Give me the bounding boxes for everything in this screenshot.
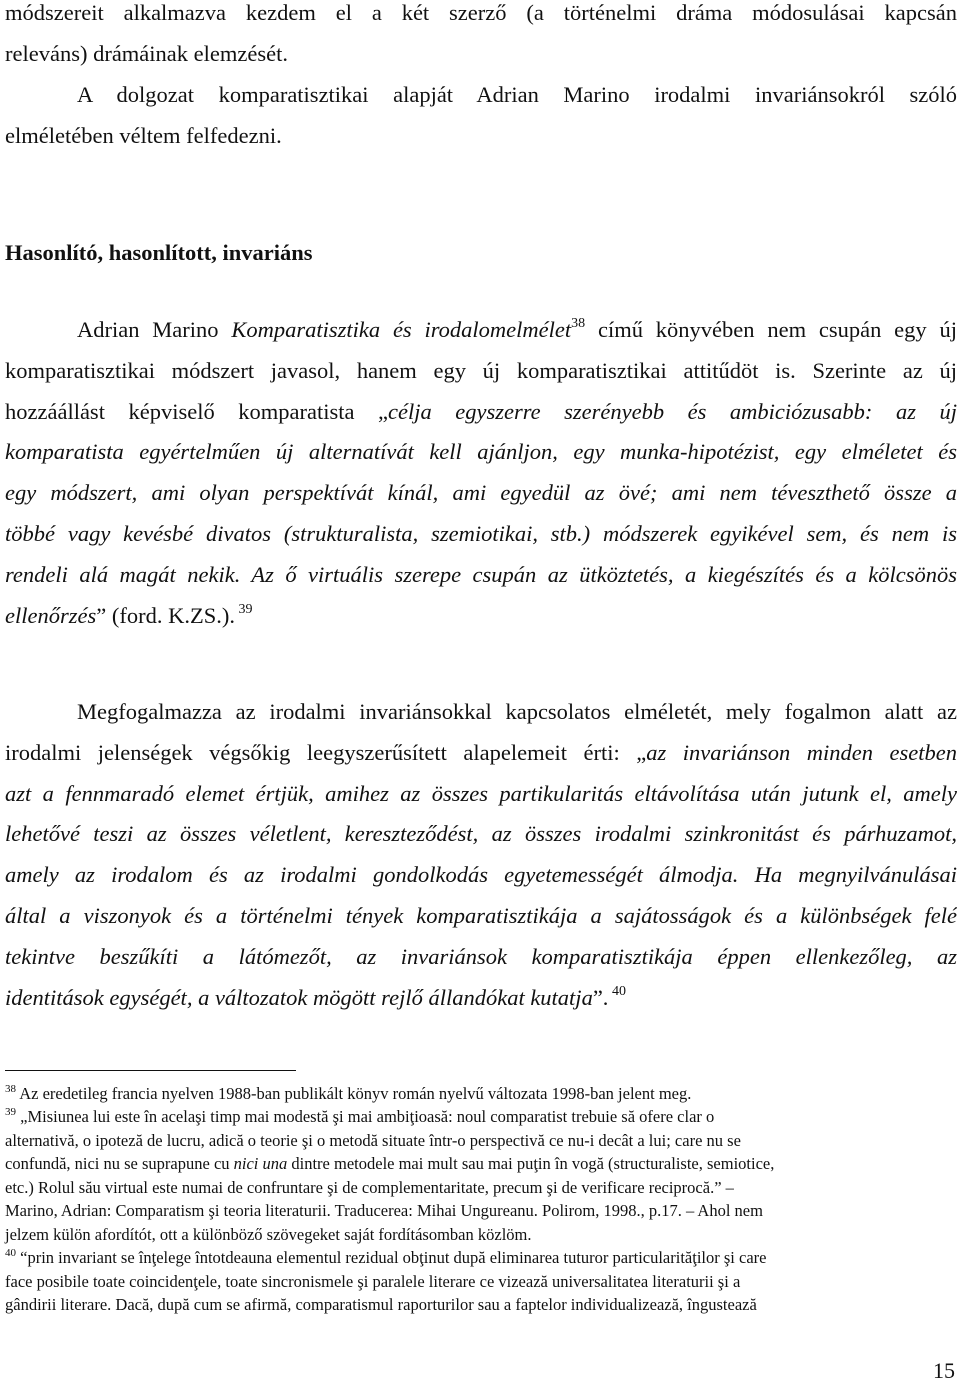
footnote-38 xyxy=(5,1082,955,1106)
footnote-number: 38 xyxy=(5,1083,16,1095)
text-line xyxy=(5,473,957,514)
quote-run: ellenőrzés xyxy=(5,602,97,628)
text-line xyxy=(5,978,957,1019)
quote-run: lehetővé teszi az összes véletlent, kereszteződést, az összes irodalmi szinkronitást és párhuzamot, xyxy=(5,821,957,847)
footnote-line: jelzem külön afordítót, ott a különböző szövegeket saját fordításomban közlöm. xyxy=(5,1224,532,1244)
footnote-line xyxy=(5,1105,955,1129)
footnote-text: dintre metodele mai mult sau mai puţin în vogă (structuraliste, semiotice, xyxy=(287,1154,775,1173)
text-line xyxy=(5,814,957,855)
text-run: Adrian Marino xyxy=(77,317,232,342)
quote-run: komparatista egyértelműen új alternatívát kell ajánljon, egy munka-hipotézist, egy elméletet és xyxy=(5,439,957,465)
book-title: Komparatisztika és irodalomelmélet xyxy=(231,317,572,342)
footnote-separator xyxy=(5,1070,296,1071)
footnote-40 xyxy=(5,1246,955,1317)
footnote-ref: 39 xyxy=(234,601,253,617)
text-line xyxy=(5,310,957,351)
footnote-line xyxy=(5,1152,955,1176)
text-line: módszereit alkalmazva kezdem el a két szerző (a történelmi dráma módosulásai kapcsán xyxy=(5,0,957,25)
text-line xyxy=(5,432,957,473)
text-line xyxy=(5,733,957,774)
footnote-line xyxy=(5,1082,955,1106)
footnote-number: 40 xyxy=(5,1247,16,1259)
text-line xyxy=(5,555,957,596)
text-line xyxy=(5,514,957,555)
footnote-line: etc.) Rolul său virtual este numai de confruntare şi de complementaritate, precum şi de verificare reciprocă.” – xyxy=(5,1177,734,1197)
footnote-39 xyxy=(5,1105,955,1246)
text-run: című könyvében nem csupán egy új xyxy=(585,317,957,342)
text-run: irodalmi jelenségek végsőkig leegyszerűsített alapelemeit érti: „ xyxy=(5,739,647,765)
footnote-text: “prin invariant se înţelege întotdeauna elementul rezidual obţinut după eliminarea tuturor particularităţilor şi care xyxy=(16,1248,767,1267)
quote-run: amely az irodalom és az irodalmi gondolkodás egyetemességét álmodja. Ha megnyilvánulásai xyxy=(5,862,957,888)
quote-run: tekintve beszűkíti a látómezőt, az invariánsok komparatisztikája éppen ellenkezőleg, az xyxy=(5,943,957,969)
quote-run: az invariánson minden esetben xyxy=(646,739,957,765)
text-run: hozzáállást képviselő komparatista „ xyxy=(5,398,388,424)
footnote-line xyxy=(5,1246,955,1270)
footnote-text: confundă, nici nu se suprapune cu xyxy=(5,1154,234,1173)
text-line xyxy=(5,937,957,978)
footnote-line: alternativă, o ipoteză de lucru, adică o teorie şi o metodă situate într-o perspectivă ce nu-i decât a lui; care nu se xyxy=(5,1130,741,1150)
text-line xyxy=(5,855,957,896)
text-line: elméletében véltem felfedezni. xyxy=(5,122,282,148)
text-line: komparatisztikai módszert javasol, hanem egy új komparatisztikai attitűdöt is. Szerinte az új xyxy=(5,357,957,383)
footnote-ref: 38 xyxy=(571,316,586,331)
footnote-text: „Misiunea lui este în acelaşi timp mai modestă şi mai ambiţioasă: noul comparatist trebuie să ofere clar o xyxy=(16,1107,715,1126)
text-line xyxy=(5,392,957,433)
quote-run: által a viszonyok és a történelmi tények komparatisztikája a sajátosságok és a különbségek felé xyxy=(5,902,957,928)
quote-run: azt a fennmaradó elemet értjük, amihez az összes partikularitás eltávolítása után jutunk el, amely xyxy=(5,780,957,806)
text-line xyxy=(5,774,957,815)
text-line: releváns) drámáinak elemzését. xyxy=(5,40,288,66)
footnote-ref: 40 xyxy=(608,983,626,999)
section1-paragraph xyxy=(5,310,957,636)
quote-run: többé vagy kevésbé divatos (strukturalista, szemiotikai, stb.) módszerek egyikével sem, és nem is xyxy=(5,520,957,546)
text-line xyxy=(5,596,957,637)
footnote-line: face posibile toate coincidenţele, toate sincronismele şi paralele literare ce vizează universalitatea literaturii şi a xyxy=(5,1271,741,1291)
footnote-line: Marino, Adrian: Comparatism şi teoria literaturii. Traducerea: Mihai Ungureanu. Polirom, 1998., p.17. – Ahol nem xyxy=(5,1201,763,1220)
text-run: ”. xyxy=(592,984,609,1010)
section-heading: Hasonlító, hasonlított, invariáns xyxy=(5,240,313,265)
footnote-italic: nici una xyxy=(233,1154,288,1173)
quote-run: célja egyszerre szerényebb és ambiciózusabb: az új xyxy=(387,398,957,424)
quote-run: identitások egységét, a változatok mögött rejlő állandókat kutatja xyxy=(5,984,593,1010)
section2-paragraph xyxy=(5,692,957,1018)
quote-run: egy módszert, ami olyan perspektívát kínál, ami egyedül az övé; ami nem téveszthető össze a xyxy=(5,480,957,506)
text-run: ” (ford. K.ZS.). xyxy=(96,602,235,628)
text-line: Megfogalmazza az irodalmi invariánsokkal kapcsolatos elméletét, mely fogalmon alatt az xyxy=(77,699,957,724)
text-line xyxy=(5,896,957,937)
footnote-number: 39 xyxy=(5,1106,16,1118)
page-number: 15 xyxy=(933,1358,955,1383)
intro-paragraph-2 xyxy=(5,75,957,157)
quote-run: rendeli alá magát nekik. Az ő virtuális szerepe csupán az ütköztetés, a kiegészítés és a kölcsönös xyxy=(5,561,957,587)
footnote-text: Az eredetileg francia nyelven 1988-ban publikált könyv román nyelvű változata 1998-ban jelent meg. xyxy=(16,1084,692,1103)
text-line: A dolgozat komparatisztikai alapját Adrian Marino irodalmi invariánsokról szóló xyxy=(77,82,957,107)
footnote-line: gândirii literare. Dacă, după cum se afirmă, comparatismul raporturilor sau a faptelor individualizează, îngustează xyxy=(5,1295,757,1314)
intro-paragraph-1 xyxy=(5,0,957,75)
